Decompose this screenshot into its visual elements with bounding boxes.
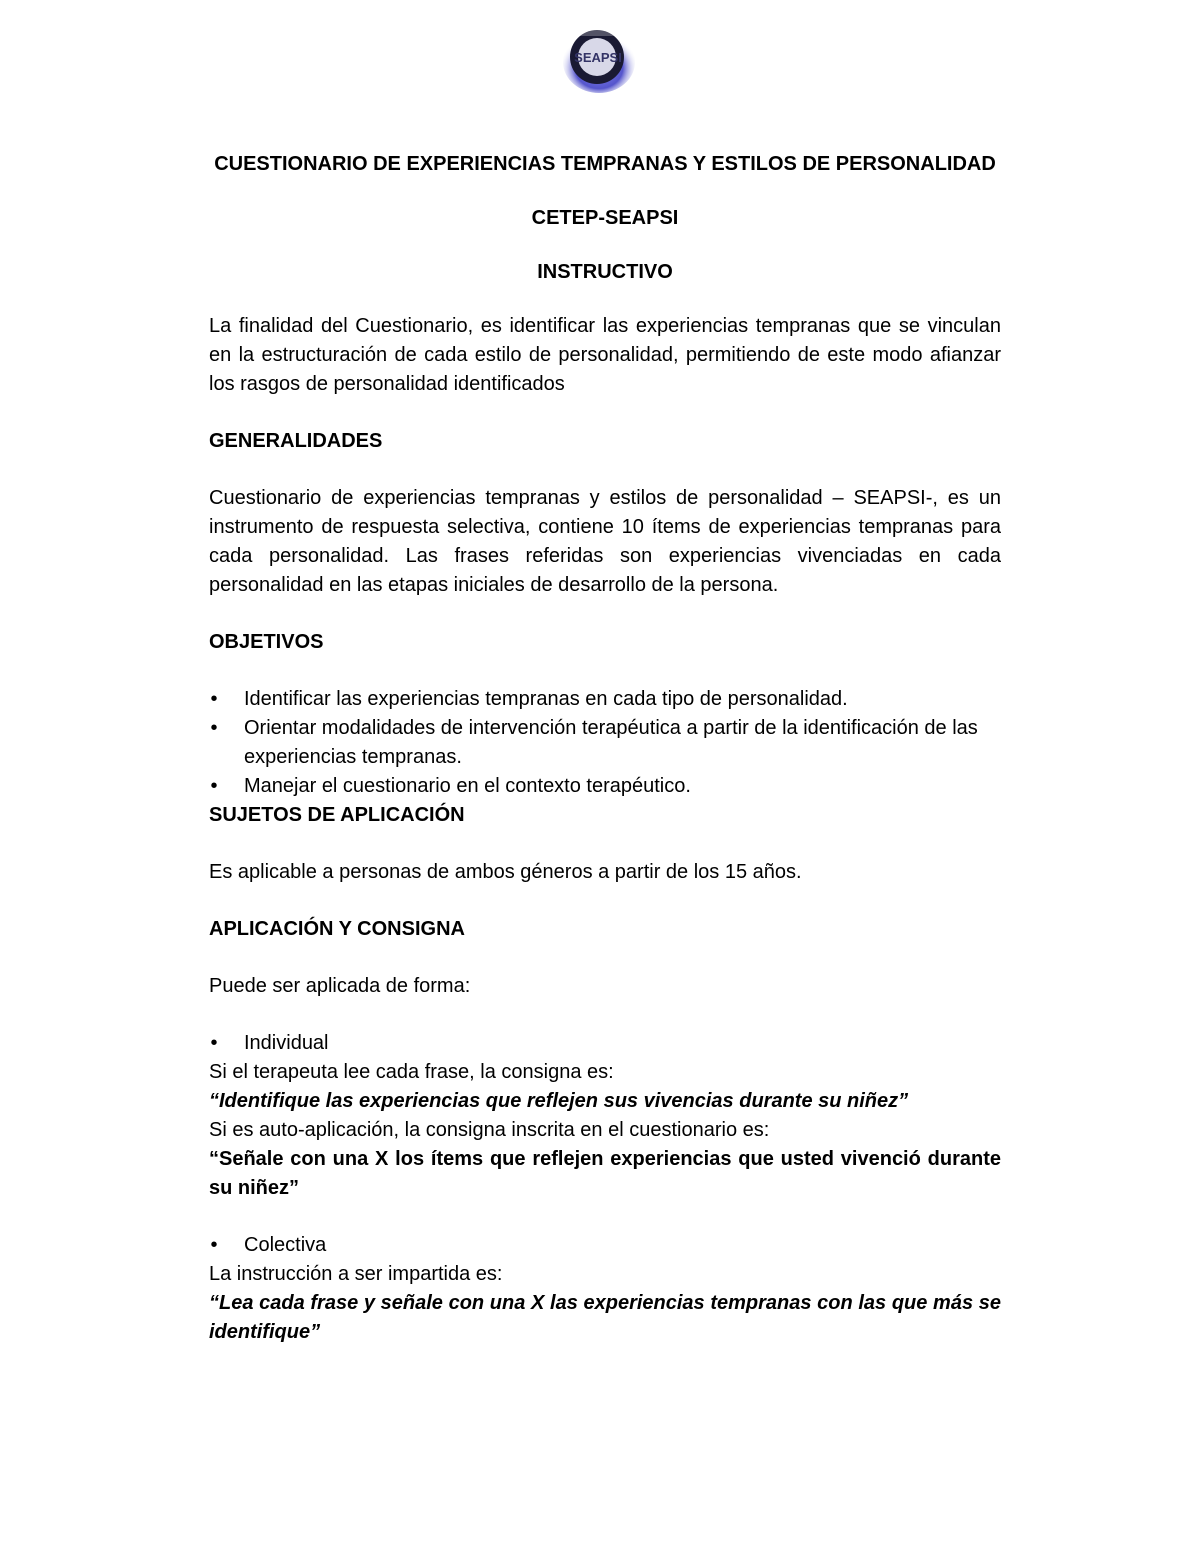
bullet-icon: • xyxy=(210,688,218,710)
aplicacion-heading: APLICACIÓN Y CONSIGNA xyxy=(209,918,465,940)
sujetos-paragraph: Es aplicable a personas de ambos géneros a partir de los 15 años. xyxy=(209,861,802,883)
colectiva-list xyxy=(209,1231,1001,1260)
logo-text: SEAPSI xyxy=(574,50,622,65)
colectiva-quote: “Lea cada frase y señale con una X las experiencias tempranas con las que más se identifique” xyxy=(209,1292,1001,1343)
seapsi-logo xyxy=(562,24,636,94)
generalidades-paragraph: Cuestionario de experiencias tempranas y estilos de personalidad – SEAPSI-, es un instrumento de respuesta selectiva, contiene 10 ítems de experiencias tempranas para cada personalidad. Las frases referidas son experiencias vivenciadas en cada personalidad en las etapas iniciales de desarrollo de la persona. xyxy=(209,487,1001,596)
instructivo-heading: INSTRUCTIVO xyxy=(537,261,673,283)
document-subtitle: CETEP-SEAPSI xyxy=(531,207,679,229)
bullet-icon: • xyxy=(210,717,218,739)
generalidades-heading: GENERALIDADES xyxy=(209,430,383,452)
objetivos-list xyxy=(209,685,1001,801)
bullet-icon: • xyxy=(210,1032,218,1054)
list-item: • Identificar las experiencias tempranas en cada tipo de personalidad. xyxy=(209,685,1001,714)
list-item: • Orientar modalidades de intervención terapéutica a partir de la identificación de las experiencias tempranas. xyxy=(209,714,1001,772)
intro-paragraph: La finalidad del Cuestionario, es identificar las experiencias tempranas que se vinculan en la estructuración de cada estilo de personalidad, permitiendo de este modo afianzar los rasgos de personalidad identificados xyxy=(209,315,1001,395)
individual-list xyxy=(209,1029,1001,1058)
bullet-icon: • xyxy=(210,1234,218,1256)
aplicacion-intro: Puede ser aplicada de forma: xyxy=(209,975,471,997)
individual-line-1: Si el terapeuta lee cada frase, la consigna es: xyxy=(209,1061,614,1083)
document-title: CUESTIONARIO DE EXPERIENCIAS TEMPRANAS Y ESTILOS DE PERSONALIDAD xyxy=(214,153,996,175)
objetivos-heading: OBJETIVOS xyxy=(209,631,324,653)
document-content xyxy=(209,150,1001,1347)
sujetos-heading: SUJETOS DE APLICACIÓN xyxy=(209,804,465,826)
individual-quote-2: “Señale con una X los ítems que reflejen experiencias que usted vivenció durante su niñez” xyxy=(209,1148,1001,1199)
individual-quote-1: “Identifique las experiencias que reflejen sus vivencias durante su niñez” xyxy=(209,1090,909,1112)
colectiva-line: La instrucción a ser impartida es: xyxy=(209,1263,503,1285)
list-item: • Individual xyxy=(209,1029,1001,1058)
list-item: • Manejar el cuestionario en el contexto terapéutico. xyxy=(209,772,1001,801)
list-item: • Colectiva xyxy=(209,1231,1001,1260)
bullet-icon: • xyxy=(210,775,218,797)
individual-line-2: Si es auto-aplicación, la consigna inscrita en el cuestionario es: xyxy=(209,1119,770,1141)
